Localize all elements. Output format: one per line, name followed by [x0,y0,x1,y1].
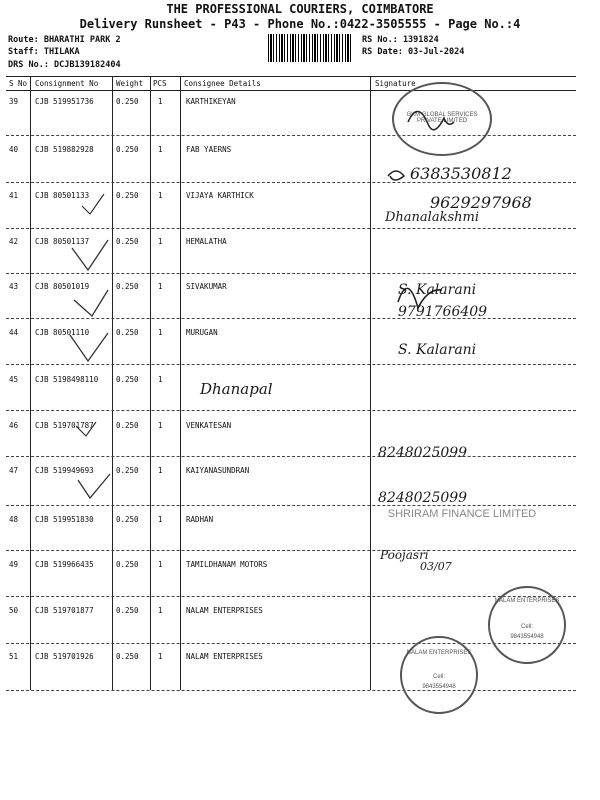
row-consignment: CJB 519949693 [35,466,94,475]
row-consignment: CJB 519701787 [35,421,94,430]
nalam-stamp-bottom [400,636,478,714]
drs-label: DRS No.: DCJB139182404 [8,60,121,70]
runsheet-title: Delivery Runsheet - P43 - Phone No.:0422-3505555 - Page No.:4 [79,17,521,31]
handwritten-signature: S. Kalarani [398,342,477,358]
row-pcs: 1 [158,606,163,615]
row-consignment: CJB 519882928 [35,145,94,154]
row-pcs: 1 [158,421,163,430]
row-sno: 44 [9,328,19,337]
table-header-rule [6,90,576,91]
row-sno: 47 [9,466,19,475]
checkmark-47 [74,470,114,510]
row-consignee: FAB YAERNS [186,145,232,154]
row-consignment: CJB 519701877 [35,606,94,615]
row-divider [6,690,576,691]
nalam-cell-label: Cell: [432,674,445,680]
gkm-stamp-text: GKM GLOBAL SERVICES PRIVATE LIMITED [406,112,478,124]
col-divider [30,76,31,690]
row-consignee: VIJAYA KARTHICK [186,191,254,200]
row-consignee: KARTHIKEYAN [186,97,236,106]
row-weight: 0.250 [116,145,139,154]
row-consignment: CJB 80501019 [35,282,90,291]
row-pcs: 1 [158,145,163,154]
row-weight: 0.250 [116,515,139,524]
handwritten-phone: 9629297968 [430,193,532,212]
row-consignment: CJB 80501133 [35,191,90,200]
col-header-weight: Weight [116,79,144,88]
nalam-cell-number: 9843554948 [422,684,456,690]
staff-label: Staff: THILAKA [8,47,80,57]
row-weight: 0.250 [116,466,139,475]
row-pcs: 1 [158,237,163,246]
row-sno: 39 [9,97,19,106]
shriram-stamp [372,508,552,572]
row-consignment: CJB 80501110 [35,328,90,337]
row-sno: 46 [9,421,19,430]
col-header-signature: Signature [375,79,416,88]
row-consignee: MURUGAN [186,328,218,337]
row-divider [6,456,576,457]
row-consignment: CJB 519951736 [35,97,94,106]
nalam-stamp-title: NALAM ENTERPRISES [494,598,560,604]
row-pcs: 1 [158,560,163,569]
row-divider [6,643,576,644]
shriram-stamp-title: SHRIRAM FINANCE LIMITED [387,508,537,520]
row-consignment: CJB 519951830 [35,515,94,524]
row-sno: 40 [9,145,19,154]
handwritten-signature: S. Kalarani [398,282,477,298]
handwritten-phone: 6383530812 [410,164,512,183]
row-weight: 0.250 [116,560,139,569]
row-consignee: TAMILDHANAM MOTORS [186,560,268,569]
handwritten-phone: 8248025099 [378,445,468,461]
col-divider [180,76,181,690]
row-weight: 0.250 [116,606,139,615]
route-label: Route: BHARATHI PARK 2 [8,35,121,45]
row-consignee: VENKATESAN [186,421,232,430]
row-pcs: 1 [158,652,163,661]
col-header-consignment: Consignment No [35,79,99,88]
row-consignee: SIVAKUMAR [186,282,227,291]
row-sno: 45 [9,375,19,384]
handwritten-consignee: Dhanapal [200,380,273,398]
row-consignment: CJB 80501137 [35,237,90,246]
row-consignee: KAIYANASUNDRAN [186,466,250,475]
row-consignee: NALAM ENTERPRISES [186,606,263,615]
row-sno: 41 [9,191,19,200]
row-weight: 0.250 [116,97,139,106]
rs-number: RS No.: 1391824 [362,35,439,45]
col-header-pcs: PCS [153,79,167,88]
handwritten-phone: 9791766409 [398,304,488,320]
col-divider [150,76,151,690]
row-pcs: 1 [158,97,163,106]
row-sno: 48 [9,515,19,524]
row-weight: 0.250 [116,328,139,337]
col-divider [370,76,371,690]
row-weight: 0.250 [116,237,139,246]
row-pcs: 1 [158,515,163,524]
row-sno: 50 [9,606,19,615]
row-weight: 0.250 [116,191,139,200]
row-sno: 42 [9,237,19,246]
table-top-rule [6,76,576,77]
row-weight: 0.250 [116,282,139,291]
row-pcs: 1 [158,191,163,200]
row-weight: 0.250 [116,421,139,430]
nalam-stamp-top [488,586,566,664]
nalam-stamp-title: NALAM ENTERPRISES [406,650,472,656]
row-consignment: CJB 5198498110 [35,375,99,384]
handwritten-signature: Poojasri [380,548,429,562]
row-pcs: 1 [158,328,163,337]
row-weight: 0.250 [116,375,139,384]
nalam-cell-label: Cell: [520,624,533,630]
row-sno: 49 [9,560,19,569]
rs-date: RS Date: 03-Jul-2024 [362,47,465,57]
row-sno: 43 [9,282,19,291]
row-consignee: HEMALATHA [186,237,227,246]
handwritten-name: Dhanalakshmi [385,210,479,225]
row-pcs: 1 [158,375,163,384]
row-consignment: CJB 519701926 [35,652,94,661]
row-weight: 0.250 [116,652,139,661]
handwritten-phone: 8248025099 [378,490,468,506]
nalam-cell-number: 9843554948 [510,634,544,640]
row-pcs: 1 [158,282,163,291]
company-title: THE PROFESSIONAL COURIERS, COIMBATORE [166,2,434,16]
row-consignee: NALAM ENTERPRISES [186,652,263,661]
barcode [268,34,352,62]
row-consignee: RADHAN [186,515,214,524]
handwritten-date: 03/07 [420,560,452,573]
row-consignment: CJB 519966435 [35,560,94,569]
checkmark-strokes [60,190,120,440]
col-header-sno: S No [9,79,28,88]
col-header-consignee: Consignee Details [184,79,261,88]
row-sno: 51 [9,652,19,661]
row-divider [6,596,576,597]
row-pcs: 1 [158,466,163,475]
